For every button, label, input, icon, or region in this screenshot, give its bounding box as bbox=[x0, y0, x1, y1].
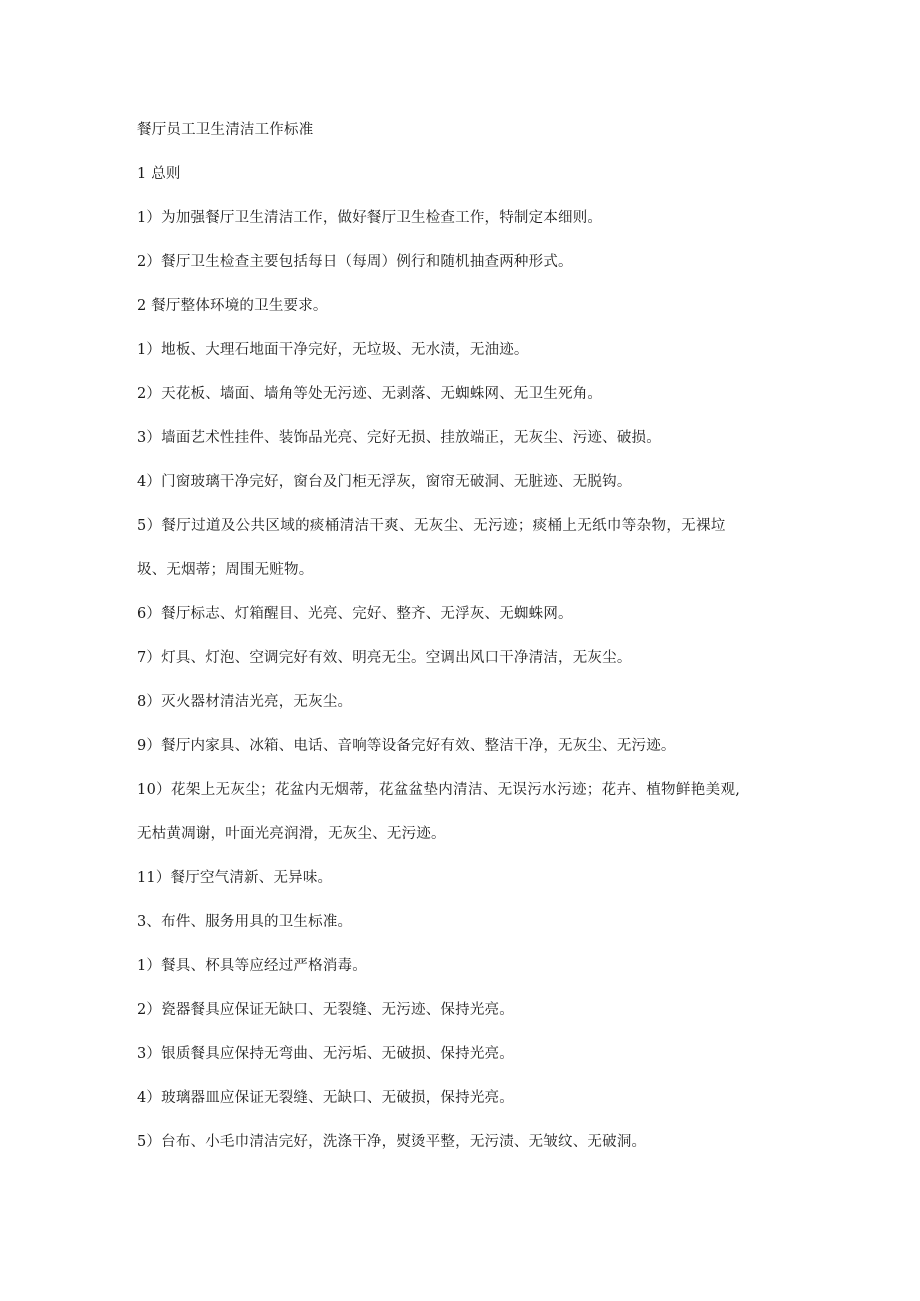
section-heading-3: 3、布件、服务用具的卫生标准。 bbox=[137, 914, 353, 930]
paragraph: 1）为加强餐厅卫生清洁工作，做好餐厅卫生检查工作，特制定本细则。 bbox=[137, 210, 603, 226]
paragraph: 3）银质餐具应保持无弯曲、无污垢、无破损、保持光亮。 bbox=[137, 1046, 514, 1062]
paragraph: 5）餐厅过道及公共区域的痰桶清洁干爽、无灰尘、无污迹；痰桶上无纸巾等杂物，无裸垃 bbox=[137, 518, 726, 534]
section-heading-2: 2 餐厅整体环境的卫生要求。 bbox=[137, 298, 328, 314]
document-body bbox=[137, 118, 767, 1174]
paragraph: 2）餐厅卫生检查主要包括每日（每周）例行和随机抽查两种形式。 bbox=[137, 254, 573, 270]
paragraph: 8）灭火器材清洁光亮，无灰尘。 bbox=[137, 694, 353, 710]
section-heading-1: 1 总则 bbox=[137, 166, 181, 182]
paragraph: 7）灯具、灯泡、空调完好有效、明亮无尘。空调出风口干净清洁，无灰尘。 bbox=[137, 650, 632, 666]
paragraph: 2）瓷器餐具应保证无缺口、无裂缝、无污迹、保持光亮。 bbox=[137, 1002, 514, 1018]
paragraph-continuation: 圾、无烟蒂；周围无赃物。 bbox=[137, 562, 314, 578]
paragraph: 1）地板、大理石地面干净完好，无垃圾、无水渍，无油迹。 bbox=[137, 342, 529, 358]
paragraph: 11）餐厅空气清新、无异味。 bbox=[137, 870, 333, 886]
paragraph: 5）台布、小毛巾清洁完好，洗涤干净，熨烫平整，无污渍、无皱纹、无破洞。 bbox=[137, 1134, 647, 1150]
paragraph: 2）天花板、墙面、墙角等处无污迹、无剥落、无蜘蛛网、无卫生死角。 bbox=[137, 386, 603, 402]
paragraph: 4）门窗玻璃干净完好，窗台及门柜无浮灰，窗帘无破洞、无脏迹、无脱钩。 bbox=[137, 474, 632, 490]
paragraph: 10）花架上无灰尘；花盆内无烟蒂，花盆盆垫内清洁、无误污水污迹；花卉、植物鲜艳美观, bbox=[137, 782, 741, 798]
paragraph: 3）墙面艺术性挂件、装饰品光亮、完好无损、挂放端正，无灰尘、污迹、破损。 bbox=[137, 430, 661, 446]
paragraph-continuation: 无枯黄凋谢，叶面光亮润滑，无灰尘、无污迹。 bbox=[137, 826, 446, 842]
document-title: 餐厅员工卫生清洁工作标准 bbox=[137, 122, 314, 138]
paragraph: 9）餐厅内家具、冰箱、电话、音响等设备完好有效、整洁干净，无灰尘、无污迹。 bbox=[137, 738, 676, 754]
paragraph: 4）玻璃器皿应保证无裂缝、无缺口、无破损，保持光亮。 bbox=[137, 1090, 514, 1106]
paragraph: 6）餐厅标志、灯箱醒目、光亮、完好、整齐、无浮灰、无蜘蛛网。 bbox=[137, 606, 573, 622]
paragraph: 1）餐具、杯具等应经过严格消毒。 bbox=[137, 958, 367, 974]
